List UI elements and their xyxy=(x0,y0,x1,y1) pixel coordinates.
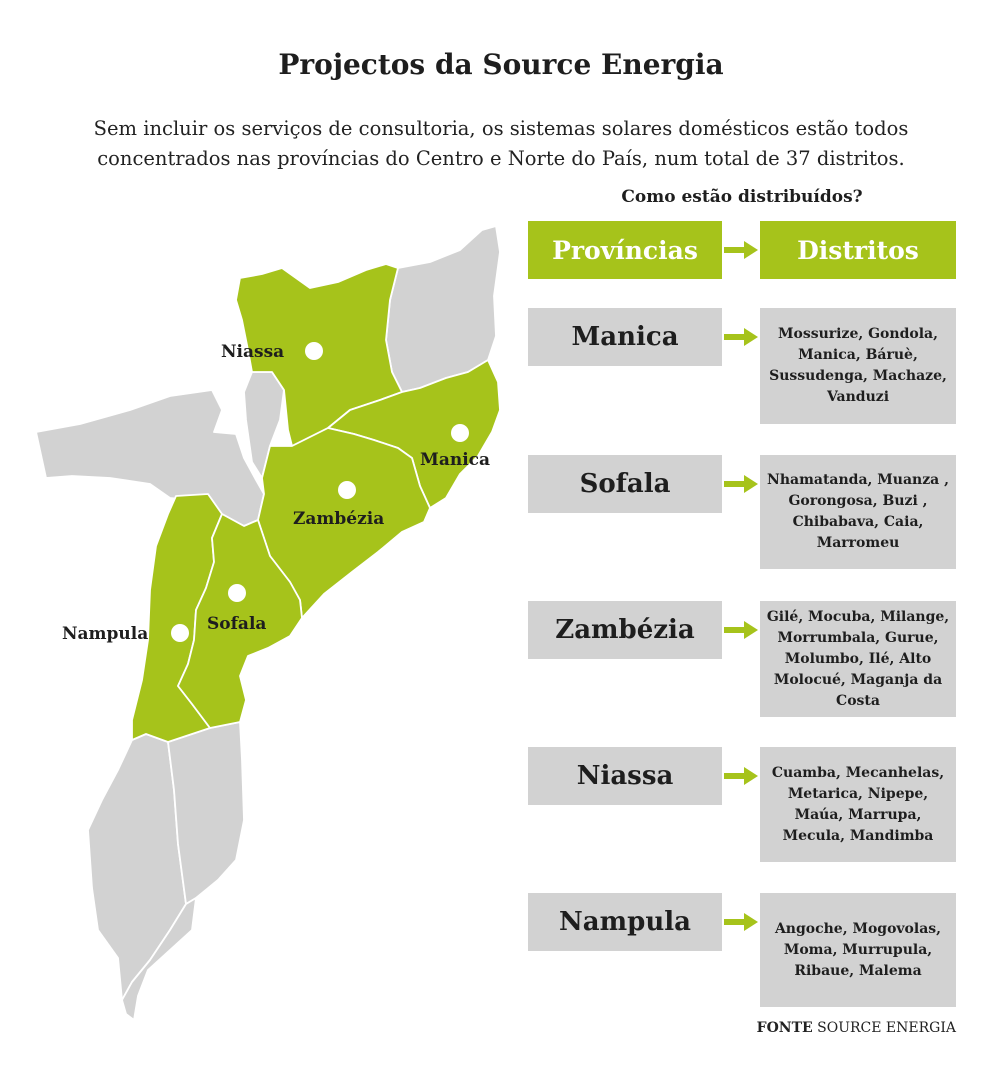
province-box-manica: Manica xyxy=(528,308,722,366)
marker-zambezia xyxy=(338,481,356,499)
province-box-nampula: Nampula xyxy=(528,893,722,951)
map-svg xyxy=(20,210,520,1070)
map-label-niassa: Niassa xyxy=(221,342,285,362)
districts-box-zambezia: Gilé, Mocuba, Milange, Morrumbala, Gurue, Molumbo, Ilé, Alto Molocué, Maganja da Costa xyxy=(760,601,956,717)
source-credit xyxy=(700,1020,956,1036)
districts-box-sofala: Nhamatanda, Muanza , Gorongosa, Buzi , Chibabava, Caia, Marromeu xyxy=(760,455,956,569)
row-arrow-icon xyxy=(722,473,760,495)
source-label: FONTE xyxy=(756,1020,813,1036)
marker-niassa xyxy=(305,342,323,360)
header-districts: Distritos xyxy=(760,221,956,279)
mozambique-map xyxy=(20,210,520,1070)
map-label-zambezia: Zambézia xyxy=(293,509,385,529)
province-box-zambezia: Zambézia xyxy=(528,601,722,659)
page-title: Projectos da Source Energia xyxy=(278,48,724,81)
header-arrow-icon xyxy=(722,239,760,261)
row-arrow-icon xyxy=(722,619,760,641)
source-name: SOURCE ENERGIA xyxy=(817,1020,956,1036)
districts-box-niassa: Cuamba, Mecanhelas, Metarica, Nipepe, Maúa, Marrupa, Mecula, Mandimba xyxy=(760,747,956,862)
region-west-block xyxy=(36,390,264,526)
row-arrow-icon xyxy=(722,326,760,348)
districts-box-manica: Mossurize, Gondola, Manica, Báruè, Sussudenga, Machaze, Vanduzi xyxy=(760,308,956,424)
districts-box-nampula: Angoche, Mogovolas, Moma, Murrupula, Ribaue, Malema xyxy=(760,893,956,1007)
map-label-manica: Manica xyxy=(420,450,491,470)
marker-nampula xyxy=(171,624,189,642)
marker-sofala xyxy=(228,584,246,602)
province-box-niassa: Niassa xyxy=(528,747,722,805)
row-arrow-icon xyxy=(722,911,760,933)
marker-manica xyxy=(451,424,469,442)
map-label-sofala: Sofala xyxy=(207,614,267,634)
province-box-sofala: Sofala xyxy=(528,455,722,513)
distribution-heading: Como estão distribuídos? xyxy=(621,187,863,207)
row-arrow-icon xyxy=(722,765,760,787)
map-label-nampula: Nampula xyxy=(62,624,149,644)
subtitle: Sem incluir os serviços de consultoria, os sistemas solares domésticos estão todos concentrados nas províncias do Centro e Norte do País, num total de 37 distritos. xyxy=(93,117,909,170)
header-provinces: Províncias xyxy=(528,221,722,279)
